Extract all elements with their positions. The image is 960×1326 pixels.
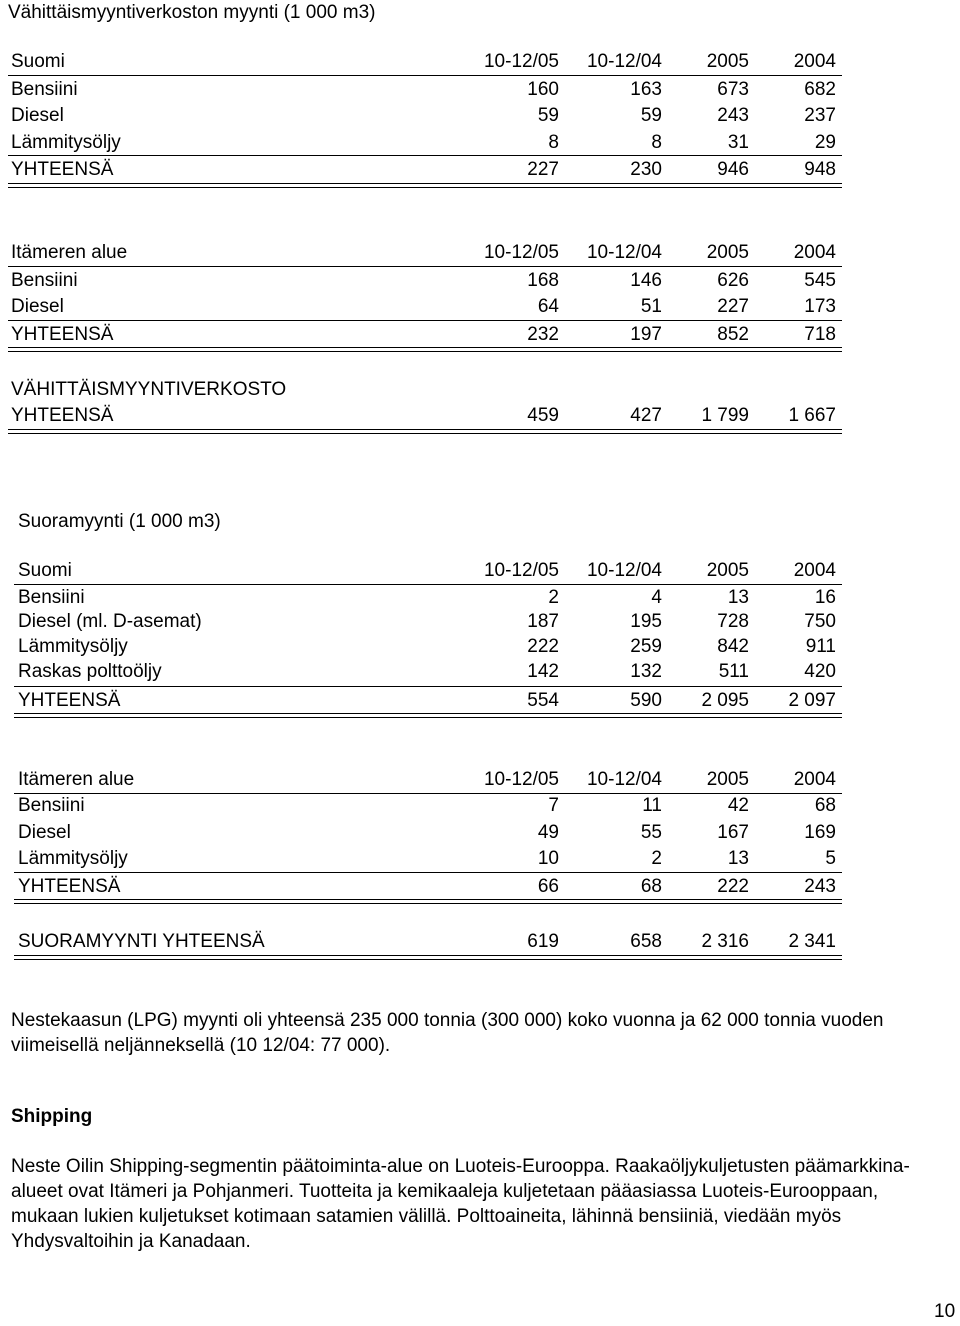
total-label: SUORAMYYNTI YHTEENSÄ: [18, 931, 265, 952]
cell: 31: [727, 132, 749, 153]
cell: 11: [642, 795, 662, 816]
total-label: YHTEENSÄ: [11, 324, 114, 345]
divider: [8, 155, 842, 156]
header-col: 2005: [706, 242, 749, 263]
header-region: Itämeren alue: [11, 242, 128, 263]
cell: 2: [651, 848, 662, 869]
cell: 243: [804, 876, 836, 897]
cell: 197: [630, 324, 662, 345]
header-col: 2004: [793, 242, 836, 263]
cell: 2 341: [788, 931, 836, 952]
cell: 718: [804, 324, 836, 345]
cell: 227: [717, 296, 749, 317]
cell: 163: [630, 79, 662, 100]
table-row: [0, 609, 960, 635]
header-col: 10-12/05: [483, 51, 559, 72]
header-region: Suomi: [11, 51, 65, 72]
cell: 168: [527, 270, 559, 291]
header-col: 2005: [706, 51, 749, 72]
table-row: [0, 846, 960, 872]
cell: 42: [727, 795, 749, 816]
cell: 590: [630, 690, 662, 711]
table-row: [0, 793, 960, 819]
row-label: Lämmitysöljy: [11, 132, 121, 153]
cell: 2 316: [701, 931, 749, 952]
row-label: Bensiini: [18, 587, 85, 608]
cell: 142: [527, 661, 559, 682]
cell: 658: [630, 931, 662, 952]
header-col: 10-12/05: [483, 242, 559, 263]
row-label: Lämmitysöljy: [18, 848, 128, 869]
total-row: [0, 403, 960, 429]
header-col: 10-12/05: [483, 560, 559, 581]
cell: 1 667: [788, 405, 836, 426]
table-row: [0, 820, 960, 846]
cell: 626: [717, 270, 749, 291]
cell: 842: [717, 636, 749, 657]
double-divider: [14, 899, 842, 904]
double-divider: [8, 183, 842, 188]
cell: 169: [804, 822, 836, 843]
table-header-row: [0, 767, 960, 793]
shipping-heading: Shipping: [11, 1106, 93, 1127]
row-label: Diesel: [11, 296, 64, 317]
cell: 64: [537, 296, 559, 317]
table-row: [0, 103, 960, 129]
cell: 911: [805, 636, 836, 657]
row-label: Raskas polttoöljy: [18, 661, 162, 682]
cell: 619: [527, 931, 559, 952]
cell: 68: [640, 876, 662, 897]
cell: 51: [640, 296, 662, 317]
double-divider: [14, 955, 842, 960]
cell: 29: [814, 132, 836, 153]
cell: 459: [527, 405, 559, 426]
cell: 545: [804, 270, 836, 291]
row-label: Bensiini: [18, 795, 85, 816]
header-col: 10-12/04: [586, 560, 662, 581]
header-col: 10-12/04: [586, 51, 662, 72]
cell: 49: [537, 822, 559, 843]
total-label: YHTEENSÄ: [18, 876, 121, 897]
table-row: [0, 659, 960, 685]
cell: 132: [630, 661, 662, 682]
cell: 1 799: [701, 405, 749, 426]
table-row: [0, 130, 960, 156]
cell: 7: [548, 795, 559, 816]
row-label: Diesel: [11, 105, 64, 126]
total-row: [0, 322, 960, 348]
cell: 232: [527, 324, 559, 345]
cell: 4: [651, 587, 662, 608]
total-row: [0, 157, 960, 183]
double-divider: [8, 429, 842, 434]
total-label: YHTEENSÄ: [11, 405, 114, 426]
cell: 2 097: [788, 690, 836, 711]
header-region: Itämeren alue: [18, 769, 135, 790]
divider: [8, 266, 842, 267]
cell: 230: [630, 159, 662, 180]
grand-total-label: VÄHITTÄISMYYNTIVERKOSTO: [11, 379, 287, 400]
header-region: Suomi: [18, 560, 72, 581]
cell: 427: [630, 405, 662, 426]
double-divider: [8, 347, 842, 352]
row-label: Diesel (ml. D-asemat): [18, 611, 202, 632]
cell: 2 095: [701, 690, 749, 711]
cell: 59: [537, 105, 559, 126]
cell: 682: [804, 79, 836, 100]
divider: [14, 686, 842, 687]
table-row: [0, 77, 960, 103]
cell: 222: [717, 876, 749, 897]
header-col: 10-12/04: [586, 769, 662, 790]
cell: 195: [630, 611, 662, 632]
table-header-row: [0, 240, 960, 266]
cell: 173: [804, 296, 836, 317]
cell: 66: [537, 876, 559, 897]
total-label: YHTEENSÄ: [11, 159, 114, 180]
lpg-paragraph: Nestekaasun (LPG) myynti oli yhteensä 235 000 tonnia (300 000) koko vuonna ja 62 000 tonnia vuoden viimeisellä neljänneksellä (10 12/04: 77 000).: [11, 1010, 884, 1056]
cell: 948: [804, 159, 836, 180]
cell: 2: [548, 587, 559, 608]
cell: 10: [537, 848, 559, 869]
direct-title: Suoramyynti (1 000 m3): [18, 511, 221, 532]
table-row: [0, 294, 960, 320]
row-label: Diesel: [18, 822, 71, 843]
total-row: [0, 929, 960, 955]
cell: 259: [630, 636, 662, 657]
total-row: [0, 874, 960, 900]
header-col: 2004: [793, 769, 836, 790]
cell: 673: [717, 79, 749, 100]
cell: 750: [804, 611, 836, 632]
header-col: 2004: [793, 51, 836, 72]
cell: 8: [651, 132, 662, 153]
cell: 243: [717, 105, 749, 126]
cell: 237: [804, 105, 836, 126]
table-header-row: [0, 558, 960, 584]
grand-total-heading: [0, 377, 960, 403]
cell: 420: [804, 661, 836, 682]
cell: 55: [640, 822, 662, 843]
page-number: 10: [934, 1301, 956, 1322]
table-header-row: [0, 49, 960, 75]
cell: 187: [527, 611, 559, 632]
cell: 68: [814, 795, 836, 816]
cell: 16: [814, 587, 836, 608]
table-row: [0, 585, 960, 611]
cell: 59: [640, 105, 662, 126]
total-row: [0, 688, 960, 714]
cell: 160: [527, 79, 559, 100]
cell: 167: [717, 822, 749, 843]
divider: [8, 75, 842, 76]
row-label: Bensiini: [11, 79, 78, 100]
cell: 227: [527, 159, 559, 180]
cell: 946: [717, 159, 749, 180]
total-label: YHTEENSÄ: [18, 690, 121, 711]
row-label: Lämmitysöljy: [18, 636, 128, 657]
divider: [14, 872, 842, 873]
cell: 728: [717, 611, 749, 632]
cell: 13: [727, 848, 749, 869]
header-col: 10-12/05: [483, 769, 559, 790]
cell: 511: [718, 661, 749, 682]
cell: 8: [548, 132, 559, 153]
double-divider: [14, 713, 842, 718]
cell: 13: [727, 587, 749, 608]
retail-title: Vähittäismyyntiverkoston myynti (1 000 m3): [8, 2, 376, 23]
header-col: 2005: [706, 769, 749, 790]
header-col: 2005: [706, 560, 749, 581]
cell: 554: [527, 690, 559, 711]
table-row: [0, 268, 960, 294]
divider: [8, 320, 842, 321]
shipping-paragraph: Neste Oilin Shipping-segmentin päätoiminta-alue on Luoteis-Eurooppa. Raakaöljykuljetusten päämarkkina-alueet ovat Itämeri ja Pohjanmeri. Tuotteita ja kemikaaleja kuljetetaan pääasiassa Luoteis-Eurooppaan, mukaan lukien kuljetukset kotimaan satamien välillä. Polttoaineita, lähinnä bensiiniä, viedään myös Yhdysvaltoihin ja Kanadaan.: [11, 1156, 910, 1252]
header-col: 10-12/04: [586, 242, 662, 263]
cell: 5: [825, 848, 836, 869]
cell: 146: [630, 270, 662, 291]
header-col: 2004: [793, 560, 836, 581]
table-row: [0, 634, 960, 660]
cell: 852: [717, 324, 749, 345]
cell: 222: [527, 636, 559, 657]
row-label: Bensiini: [11, 270, 78, 291]
